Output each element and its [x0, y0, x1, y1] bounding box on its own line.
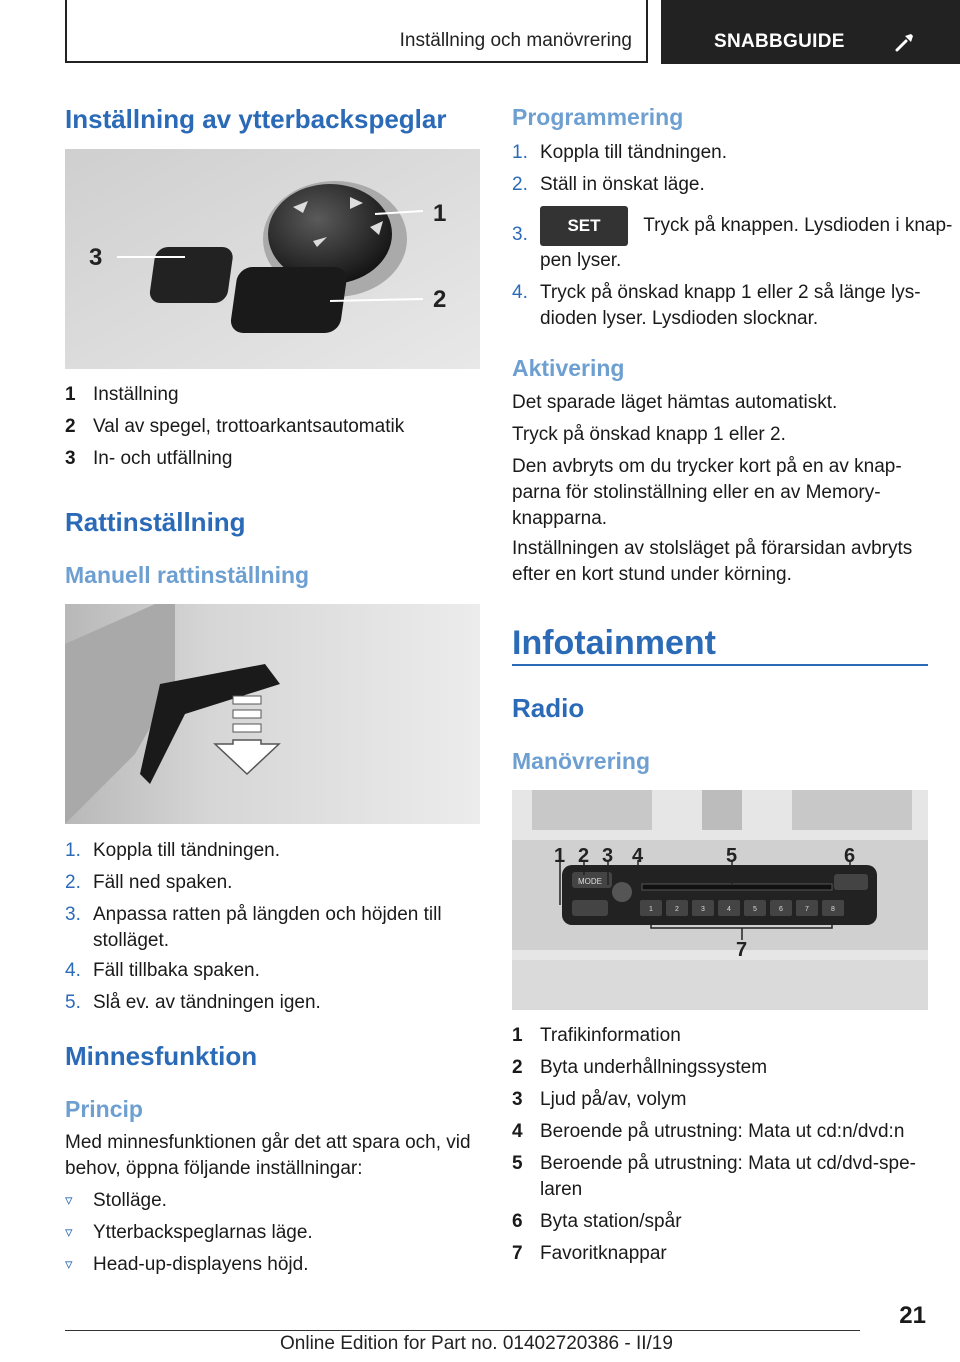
figure-callout: 1 — [433, 200, 447, 227]
mirrors-title: Inställning av ytterbackspeglar — [65, 104, 447, 134]
figure-callout: 3 — [602, 845, 614, 867]
footer-rule — [65, 1330, 860, 1331]
page-number: 21 — [899, 1302, 926, 1329]
preset-button-label: 1 — [649, 906, 653, 913]
preset-button-label: 4 — [727, 906, 731, 913]
activation-p2: Tryck på önskad knapp 1 eller 2. — [512, 424, 786, 445]
activation-p3: Den avbryts om du trycker kort på en av knap- parna för stolinställning eller en av Memory- knapparna. — [512, 456, 902, 529]
section-rule — [512, 664, 928, 666]
infotainment-title: Infotainment — [512, 624, 716, 662]
figure-callout: 2 — [578, 845, 590, 867]
figure-callout: 1 — [554, 845, 566, 867]
figure-callout: 5 — [726, 845, 738, 867]
set-button-icon: SET — [540, 206, 628, 246]
figure-callout: 7 — [736, 939, 748, 961]
header-guide-title: SNABBGUIDE — [714, 31, 845, 52]
figure-callout: 2 — [433, 286, 447, 313]
radio-controls-figure — [512, 790, 928, 1010]
activation-p1: Det sparade läget hämtas automatiskt. — [512, 392, 838, 413]
header-section-title: Inställning och manövrering — [399, 30, 632, 51]
principle-text: Med minnesfunktionen går det att spara och, vid behov, öppna följande inställningar: — [65, 1132, 471, 1179]
operation-title: Manövrering — [512, 748, 651, 774]
memory-title: Minnesfunktion — [65, 1041, 258, 1071]
figure-callout: 6 — [844, 845, 856, 867]
figure-callout: 3 — [89, 244, 103, 271]
preset-button-label: 7 — [805, 906, 809, 913]
programming-title: Programmering — [512, 104, 684, 130]
preset-button-label: 5 — [753, 906, 757, 913]
radio-title: Radio — [512, 693, 585, 723]
mirror-controls-figure — [65, 149, 480, 369]
preset-button-label: 2 — [675, 906, 679, 913]
header-guide-box — [661, 0, 960, 64]
figure-callout: 4 — [632, 845, 644, 867]
triangle-bullet-icon: ▿ — [65, 1192, 73, 1209]
preset-button-label: 8 — [831, 906, 835, 913]
footer-edition: Online Edition for Part no. 01402720386 - II/19 — [280, 1333, 673, 1354]
header-section-box — [65, 0, 648, 63]
steering-lever-figure — [65, 604, 480, 824]
steering-subtitle: Manuell rattinställning — [65, 562, 310, 588]
wrench-icon — [893, 30, 917, 54]
principle-title: Princip — [65, 1096, 143, 1122]
steering-title: Rattinställning — [65, 507, 246, 537]
triangle-bullet-icon: ▿ — [65, 1224, 73, 1241]
preset-button-label: 3 — [701, 906, 705, 913]
activation-p4: Inställningen av stolsläget på förarsidan avbryts efter en kort stund under körning. — [512, 538, 913, 585]
activation-title: Aktivering — [512, 355, 625, 381]
mode-button-label: MODE — [578, 877, 602, 886]
preset-button-label: 6 — [779, 906, 783, 913]
triangle-bullet-icon: ▿ — [65, 1256, 73, 1273]
